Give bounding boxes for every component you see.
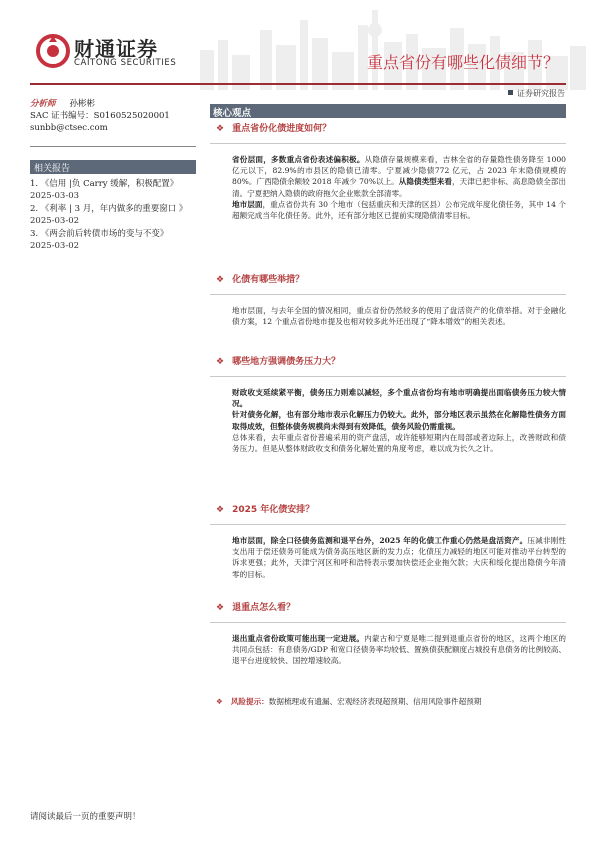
related-reports-header: 相关报告 bbox=[30, 160, 196, 174]
section-title: ❖ 化债有哪些举措？ bbox=[216, 275, 305, 285]
section-divider bbox=[210, 294, 566, 295]
analyst-name: 孙彬彬 bbox=[69, 99, 96, 109]
section-pressure bbox=[210, 354, 566, 454]
related-report-item[interactable] bbox=[30, 178, 205, 202]
section-paragraph: 地市层面，与去年全国的情况相同，重点省份仍然较多的使用了盘活资产的化债举措。对于金融化债方案，12 个重点省份地市提及也相对较多此外还出现了“降本增效”的相关表述。 bbox=[232, 306, 566, 327]
diamond-bullet-icon: ❖ bbox=[216, 697, 223, 706]
related-report-title[interactable]: 2. 《利率 | 3 月，年内做多的重要窗口 》 bbox=[30, 204, 188, 214]
related-reports-list bbox=[30, 178, 205, 253]
diamond-bullet-icon: ❖ bbox=[216, 275, 225, 285]
risk-text: 数据梳理或有遗漏、宏观经济表现超预期、信用风险事件超预期 bbox=[268, 697, 482, 706]
analyst-sac: SAC 证书编号：S0160525020001 bbox=[30, 111, 170, 121]
disclaimer-note: 请阅读最后一页的重要声明！ bbox=[30, 812, 141, 822]
section-divider bbox=[210, 524, 566, 525]
diamond-bullet-icon: ❖ bbox=[216, 505, 225, 515]
core-views-header: 核心观点 bbox=[210, 104, 566, 118]
diamond-bullet-icon: ❖ bbox=[216, 357, 225, 367]
logo-english-name: CAITONG SECURITIES bbox=[74, 58, 177, 68]
section-divider bbox=[210, 143, 566, 144]
company-logo bbox=[36, 32, 196, 72]
section-title: ❖ 哪些地方强调债务压力大？ bbox=[216, 357, 341, 367]
section-divider bbox=[210, 622, 566, 623]
section-title: ❖ 退重点怎么看？ bbox=[216, 603, 296, 613]
section-paragraph: 财政收支延续紧平衡，债务压力则难以减轻，多个重点省份均有地市明确提出面临债务压力较大情况。 bbox=[232, 388, 566, 409]
square-bullet-icon bbox=[508, 90, 513, 95]
section-paragraph: 退出重点省份政策可能出现一定进展。内蒙古和宁夏是唯二提到退重点省份的地区，这两个地区的共同点包括：有息债务/GDP 和宽口径债务率均较低、置换债获配额度占城投有息债务的比例较高、退平台进度较快、国控增速较高。 bbox=[232, 634, 567, 666]
section-measures bbox=[210, 272, 566, 327]
report-title: 重点省份有哪些化债细节？ bbox=[366, 53, 559, 72]
diamond-bullet-icon: ❖ bbox=[216, 124, 225, 134]
section-title: ❖ 2025 年化债安排？ bbox=[216, 505, 315, 515]
section-divider bbox=[210, 376, 566, 377]
related-report-item[interactable] bbox=[30, 228, 205, 252]
caitong-logo-icon bbox=[36, 34, 70, 68]
related-report-item[interactable] bbox=[30, 203, 205, 227]
diamond-bullet-icon: ❖ bbox=[216, 603, 225, 613]
section-paragraph: 省份层面，多数重点省份表述偏积极。从隐债存量规模来看，吉林全省的存量隐性债务降至 1000 亿元以下，82.9%的市县区的隐债已清零。宁夏减少隐债772 亿元，占 2023 年末隐债规模的 80%。广西隐债余额较 2018 年减少 70%以上。从隐债类型来看，天津已把非标、高息隐债全部出清。宁夏把纳入隐债的政府拖欠企业账款全部清零。 bbox=[232, 155, 567, 198]
related-report-title[interactable]: 3. 《两会前后转债市场的变与不变》 bbox=[30, 229, 169, 239]
section-paragraph: 总体来看，去年重点省份普遍采用的资产盘活，或许能够短期内在局部或者边际上，改善财政和债务压力。但是从整体财政收支和债务化解处置的角度考虑，难以成为长久之计。 bbox=[232, 432, 566, 454]
section-paragraph: 针对债务化解，也有部分地市表示化解压力仍较大。此外，部分地区表示虽然在化解隐性债务方面取得成效，但整体债务规模尚未得到有效降低，债务风险仍需重视。 bbox=[232, 410, 566, 431]
section-2025-plan bbox=[210, 502, 566, 580]
section-title: ❖ 重点省份化债进度如何？ bbox=[216, 124, 332, 134]
risk-warning bbox=[210, 696, 566, 707]
analyst-info bbox=[30, 98, 190, 134]
related-report-title[interactable]: 1. 《信用 |负 Carry 缓解，积极配置》 bbox=[30, 179, 179, 189]
analyst-role: 分析师 bbox=[30, 99, 56, 109]
left-divider bbox=[30, 146, 196, 147]
city-skyline-background bbox=[170, 0, 595, 90]
report-type-label: 证券研究报告 bbox=[508, 88, 565, 99]
related-report-date: 2025-03-03 bbox=[30, 191, 80, 201]
logo-chinese-name: 财通证券 bbox=[74, 37, 158, 61]
section-paragraph: 地市层面，重点省份共有 30 个地市（包括重庆和天津的区县）公布完成年度化债任务，其中 14 个超额完成当年化债任务。此外，还有部分地区已提前实现隐债清零目标。 bbox=[232, 199, 566, 221]
risk-label: 风险提示： bbox=[230, 697, 269, 706]
section-paragraph: 地市层面，除全口径债务监测和退平台外，2025 年的化债工作重心仍然是盘活资产。压减非刚性支出用于偿还债务可能成为债务高压地区新的发力点；化债压力减轻的地区可能对推动平台转型的诉求更强；此外，天津宁河区和呼和浩特表示要加快偿还企业拖欠款；大庆和绥化提出隐债今年清零的目标。 bbox=[232, 536, 567, 579]
analyst-email[interactable]: sunbb@ctsec.com bbox=[30, 123, 108, 133]
section-exit-key-provinces bbox=[210, 600, 566, 667]
section-progress bbox=[210, 121, 566, 221]
related-report-date: 2025-03-02 bbox=[30, 216, 80, 226]
related-report-date: 2025-03-02 bbox=[30, 241, 80, 251]
header-divider bbox=[30, 83, 566, 85]
